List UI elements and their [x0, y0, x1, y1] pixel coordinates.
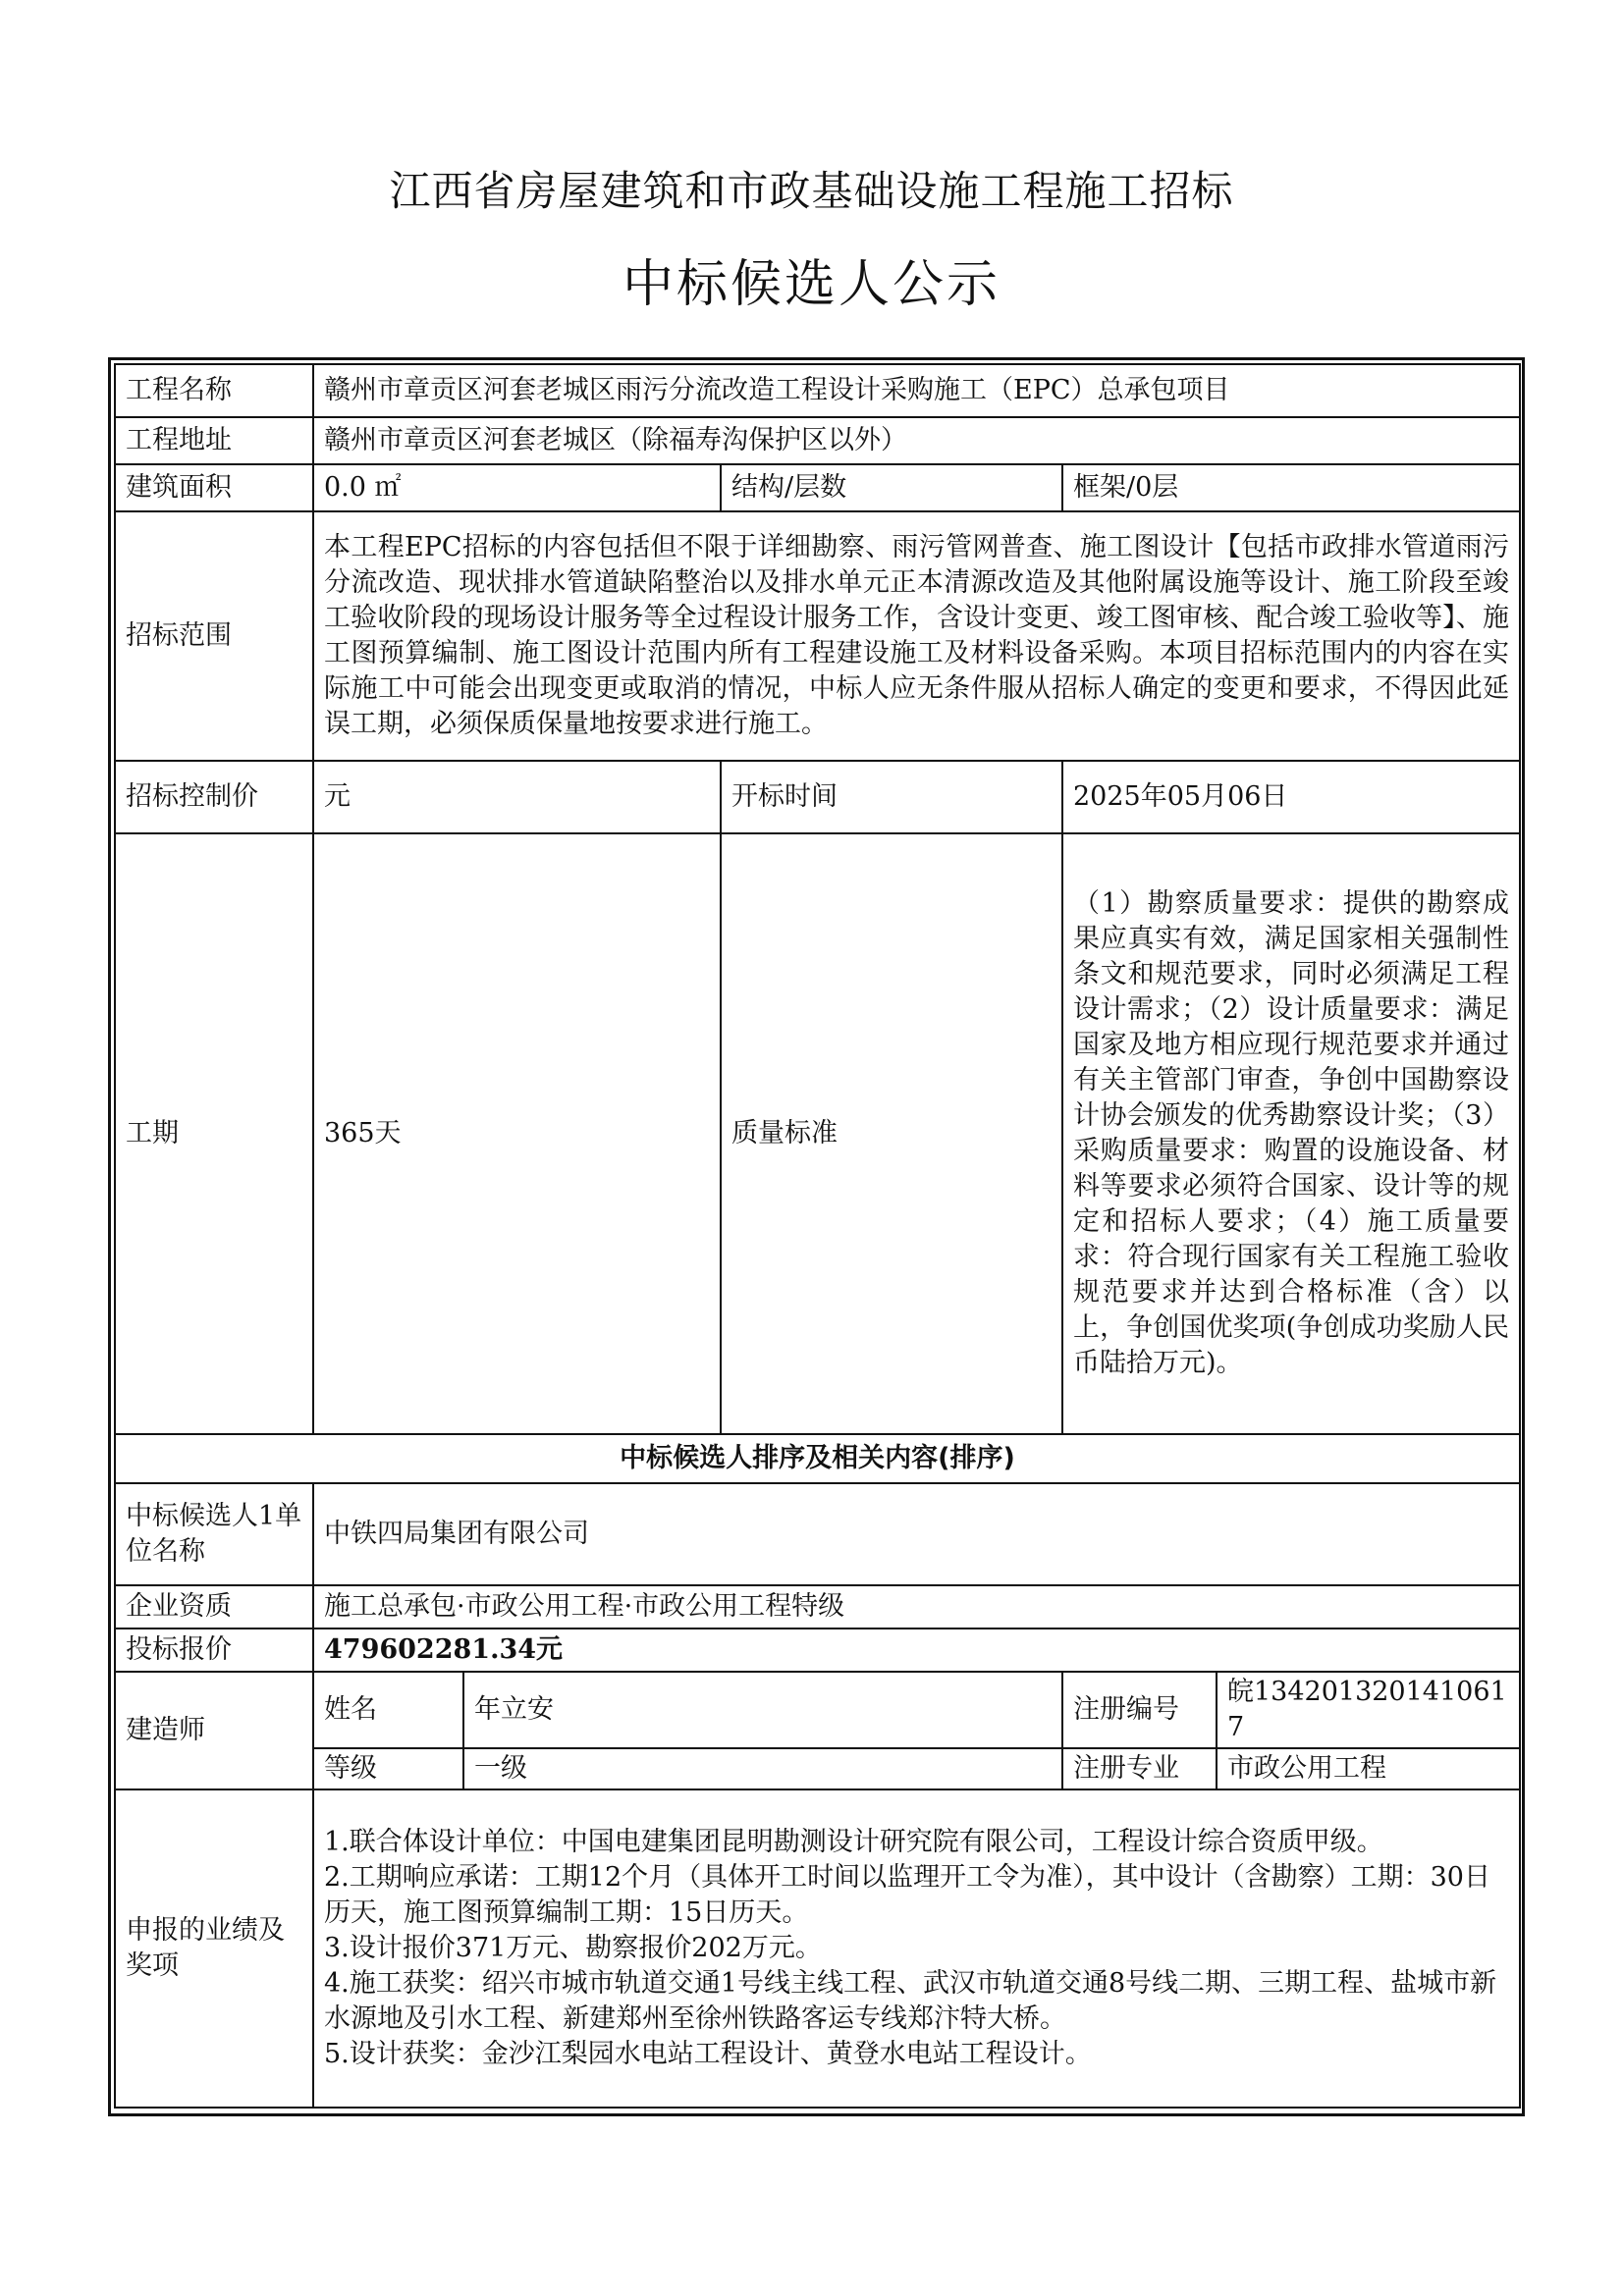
- performance-list: [313, 1789, 1520, 2108]
- reg-no-label: 注册编号: [1062, 1672, 1217, 1748]
- qualification-label: 企业资质: [115, 1585, 313, 1629]
- grade-value: 一级: [463, 1748, 1062, 1789]
- row-candidate-unit: [115, 1483, 1520, 1585]
- open-time-label: 开标时间: [721, 761, 1062, 833]
- builder-name-value: 年立安: [463, 1672, 1062, 1748]
- reg-major-label: 注册专业: [1062, 1748, 1217, 1789]
- candidate-unit-label: 中标候选人1单位名称: [115, 1483, 313, 1585]
- open-time-value: 2025年05月06日: [1062, 761, 1520, 833]
- performance-label: 申报的业绩及奖项: [115, 1789, 313, 2108]
- grade-label: 等级: [313, 1748, 463, 1789]
- row-duration: [115, 833, 1520, 1434]
- section-title: 中标候选人排序及相关内容(排序): [115, 1434, 1520, 1483]
- performance-item: 1.联合体设计单位：中国电建集团昆明勘测设计研究院有限公司，工程设计综合资质甲级。: [324, 1827, 1383, 1857]
- document-title: 江西省房屋建筑和市政基础设施工程施工招标: [389, 167, 1234, 215]
- area-label: 建筑面积: [115, 464, 313, 511]
- performance-item: 3.设计报价371万元、勘察报价202万元。: [324, 1933, 822, 1963]
- project-address-value: 赣州市章贡区河套老城区（除福寿沟保护区以外）: [313, 417, 1520, 464]
- builder-name-label: 姓名: [313, 1672, 463, 1748]
- reg-major-value: 市政公用工程: [1217, 1748, 1520, 1789]
- duration-label: 工期: [115, 833, 313, 1434]
- scope-label: 招标范围: [115, 511, 313, 761]
- document-subtitle: 中标候选人公示: [622, 255, 1001, 314]
- row-builder-name: [115, 1672, 1520, 1748]
- quality-label: 质量标准: [721, 833, 1062, 1434]
- qualification-value: 施工总承包·市政公用工程·市政公用工程特级: [313, 1585, 1520, 1629]
- row-scope: [115, 511, 1520, 761]
- row-bid-price: [115, 1629, 1520, 1672]
- project-name-value: 赣州市章贡区河套老城区雨污分流改造工程设计采购施工（EPC）总承包项目: [313, 364, 1520, 417]
- announcement-table: [114, 363, 1521, 2109]
- reg-no-value: 皖1342013201410617: [1217, 1672, 1520, 1748]
- row-project-name: [115, 364, 1520, 417]
- performance-item: 2.工期响应承诺：工期12个月（具体开工时间以监理开工令为准），其中设计（含勘察）工期：30日历天，施工图预算编制工期：15日历天。: [324, 1862, 1490, 1928]
- candidate-unit-value: 中铁四局集团有限公司: [313, 1483, 1520, 1585]
- project-address-label: 工程地址: [115, 417, 313, 464]
- row-section-title: [115, 1434, 1520, 1483]
- performance-item: 5.设计获奖：金沙江梨园水电站工程设计、黄登水电站工程设计。: [324, 2039, 1092, 2069]
- project-name-label: 工程名称: [115, 364, 313, 417]
- row-builder-grade: [115, 1748, 1520, 1789]
- control-price-value: 元: [313, 761, 721, 833]
- row-project-address: [115, 417, 1520, 464]
- quality-value: （1）勘察质量要求：提供的勘察成果应真实有效，满足国家相关强制性条文和规范要求，同时必须满足工程设计需求；（2）设计质量要求：满足国家及地方相应现行规范要求并通过有关主管部门审查，争创中国勘察设计协会颁发的优秀勘察设计奖；（3）采购质量要求：购置的设施设备、材料等要求必须符合国家、设计等的规定和招标人要求；（4）施工质量要求：符合现行国家有关工程施工验收规范要求并达到合格标准（含）以上，争创国优奖项(争创成功奖励人民币陆拾万元)。: [1062, 833, 1520, 1434]
- duration-value: 365天: [313, 833, 721, 1434]
- structure-value: 框架/0层: [1062, 464, 1520, 511]
- builder-label: 建造师: [115, 1672, 313, 1789]
- area-value: 0.0 ㎡: [313, 464, 721, 511]
- row-control-price: [115, 761, 1520, 833]
- bid-price-value: 479602281.34元: [313, 1629, 1520, 1672]
- structure-label: 结构/层数: [721, 464, 1062, 511]
- row-qualification: [115, 1585, 1520, 1629]
- row-performance: [115, 1789, 1520, 2108]
- performance-item: 4.施工获奖：绍兴市城市轨道交通1号线主线工程、武汉市轨道交通8号线二期、三期工程、盐城市新水源地及引水工程、新建郑州至徐州铁路客运专线郑汴特大桥。: [324, 1968, 1497, 2034]
- control-price-label: 招标控制价: [115, 761, 313, 833]
- row-area: [115, 464, 1520, 511]
- bid-price-label: 投标报价: [115, 1629, 313, 1672]
- scope-value: 本工程EPC招标的内容包括但不限于详细勘察、雨污管网普查、施工图设计【包括市政排水管道雨污分流改造、现状排水管道缺陷整治以及排水单元正本清源改造及其他附属设施等设计、施工阶段至竣工验收阶段的现场设计服务等全过程设计服务工作，含设计变更、竣工图审核、配合竣工验收等】、施工图预算编制、施工图设计范围内所有工程建设施工及材料设备采购。本项目招标范围内的内容在实际施工中可能会出现变更或取消的情况，中标人应无条件服从招标人确定的变更和要求，不得因此延误工期，必须保质保量地按要求进行施工。: [313, 511, 1520, 761]
